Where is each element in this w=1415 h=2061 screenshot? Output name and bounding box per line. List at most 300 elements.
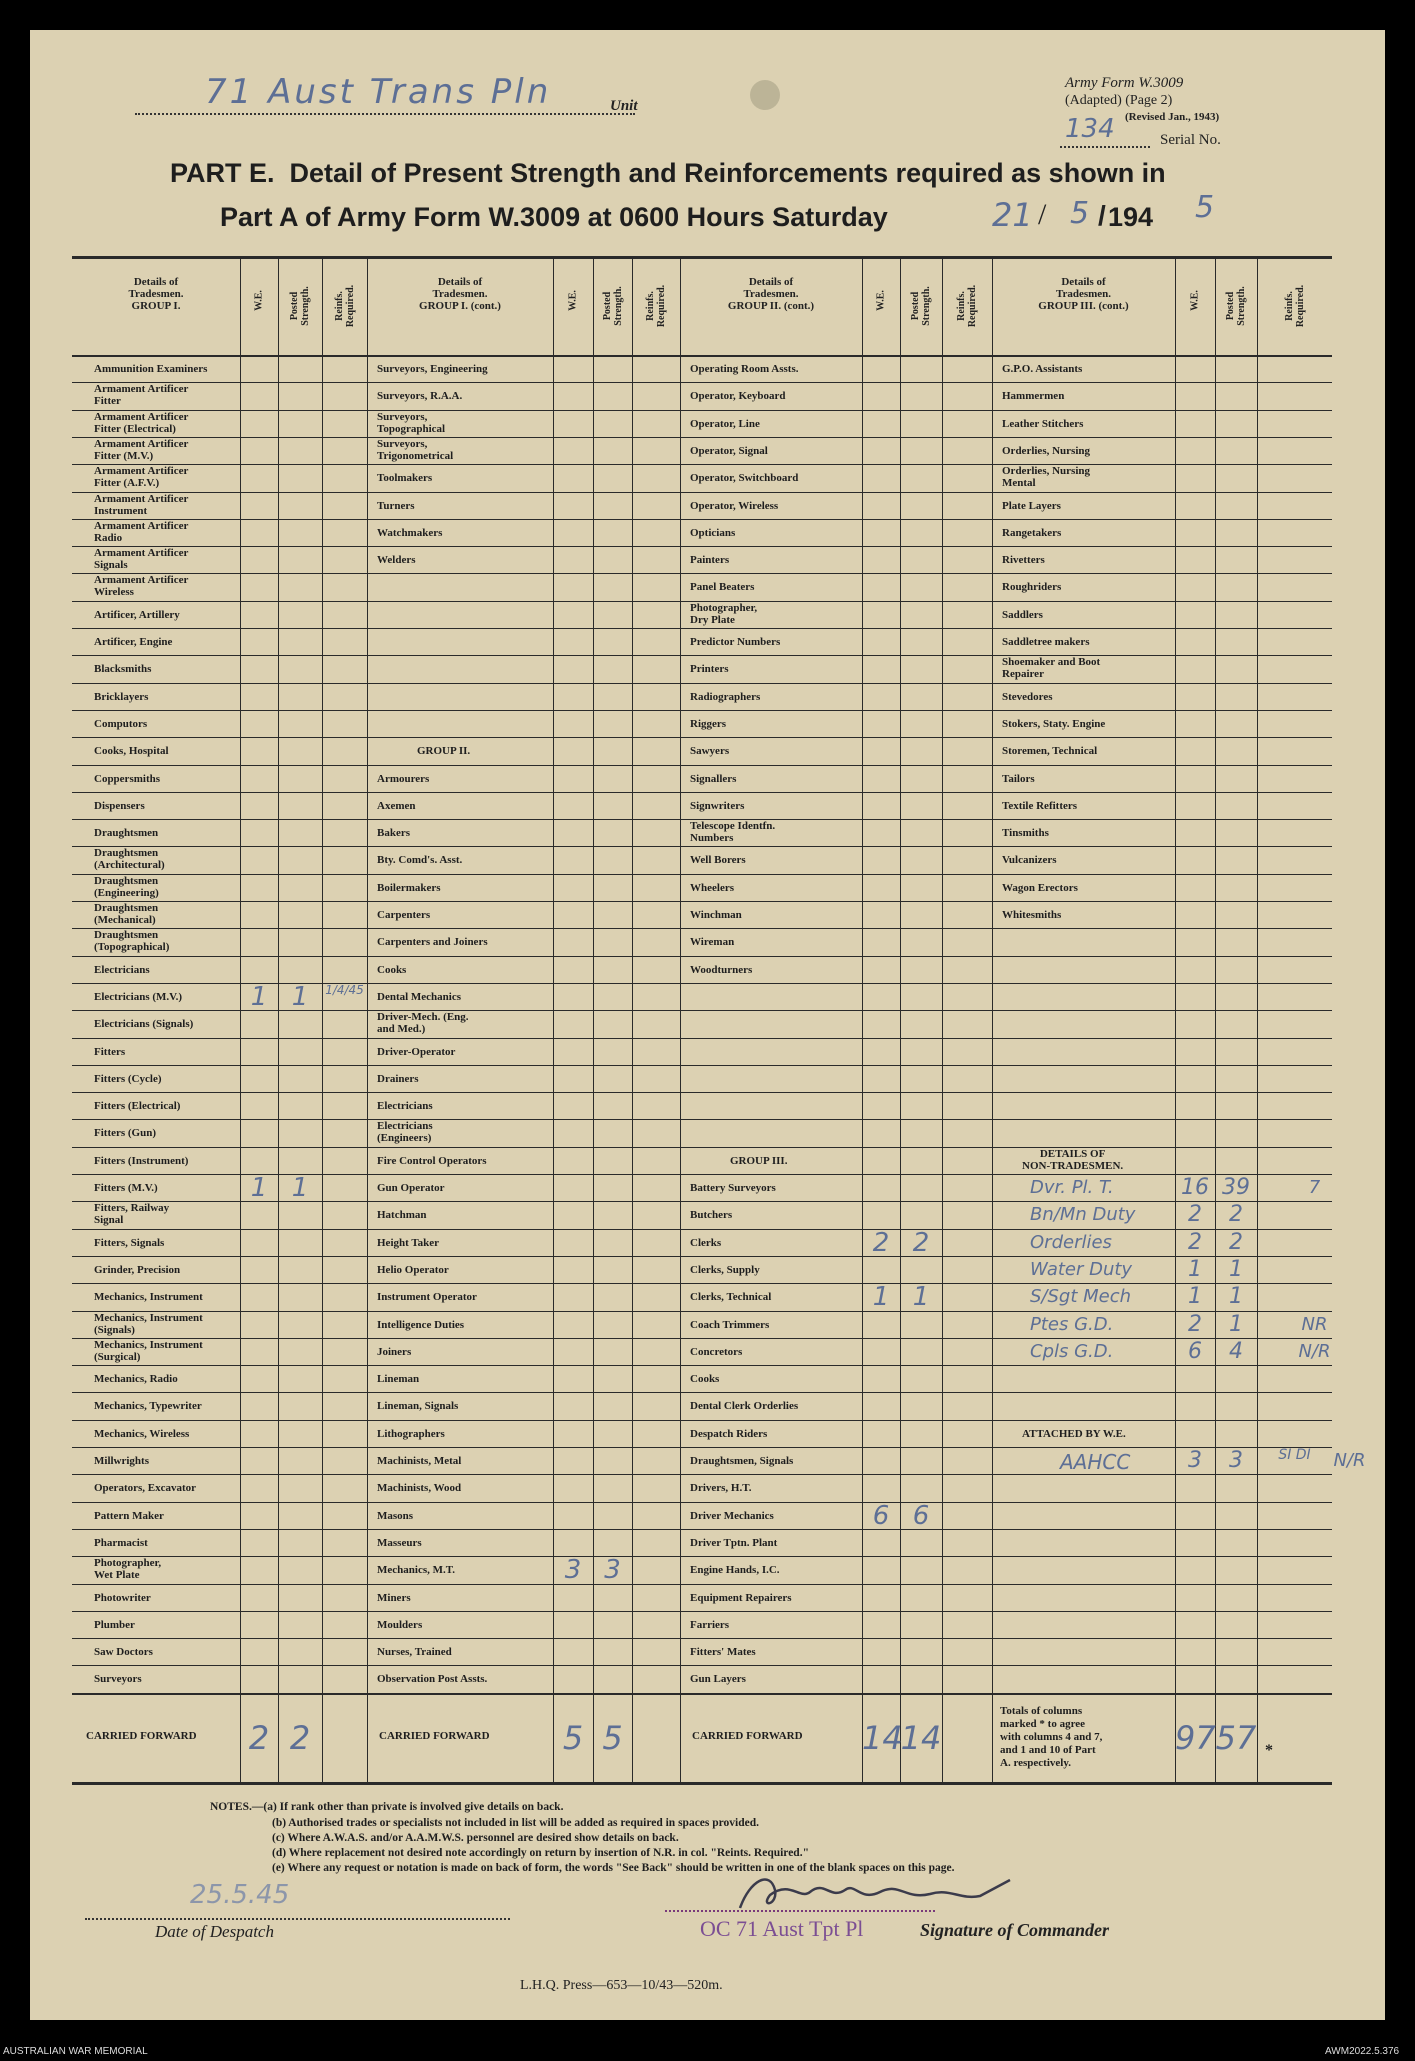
trade-label: Printers — [690, 663, 729, 676]
column-rule — [862, 256, 863, 1782]
trade-label: Stevedores — [1002, 690, 1053, 703]
mech-mt-we: 3 — [564, 1555, 582, 1586]
row-rule — [72, 1584, 1332, 1585]
trade-label: Clerks — [690, 1236, 722, 1249]
trade-label: Stokers, Staty. Engine — [1002, 717, 1106, 730]
trade-label: Hatchman — [377, 1209, 427, 1222]
trade-label: Butchers — [690, 1209, 733, 1222]
row-rule — [72, 1474, 1332, 1475]
trade-label: Signwriters — [690, 799, 745, 812]
row-rule — [72, 492, 1332, 493]
clerks-tech-we: 1 — [872, 1282, 890, 1313]
trade-label: Dispensers — [94, 799, 145, 812]
trade-label: Masseurs — [377, 1536, 422, 1549]
column-rule — [367, 256, 368, 1782]
trade-label: Electricians (Engineers) — [377, 1120, 433, 1145]
trade-label: Hammermen — [1002, 390, 1065, 403]
trade-label: Operator, Wireless — [690, 499, 779, 512]
row-rule — [72, 765, 1332, 766]
trade-label: Surveyors, Engineering — [377, 363, 488, 375]
trade-label: Clerks, Supply — [690, 1263, 760, 1276]
trade-label: Wagon Erectors — [1002, 881, 1078, 894]
trade-label: Draughtsmen (Mechanical) — [94, 902, 159, 926]
trade-label: Mechanics, Typewriter — [94, 1400, 202, 1413]
trade-label: Mechanics, M.T. — [377, 1564, 456, 1577]
row-rule — [72, 683, 1332, 684]
carried-g1-we: 2 — [248, 1719, 270, 1758]
trade-label: Watchmakers — [377, 526, 443, 539]
nontradesman-posted: 2 — [1229, 1202, 1243, 1228]
trade-label: Fitters, Signals — [94, 1236, 165, 1249]
row-rule — [72, 1092, 1332, 1093]
trade-label: ATTACHED BY W.E. — [1022, 1427, 1126, 1440]
trade-label: Height Taker — [377, 1236, 440, 1249]
trade-label: Wireman — [690, 936, 735, 949]
title-line-2: Part A of Army Form W.3009 at 0600 Hours Saturday — [220, 202, 888, 232]
nontradesman-name: S/Sgt Mech — [1030, 1286, 1132, 1308]
trade-label: Artificer, Engine — [94, 636, 173, 648]
row-rule — [72, 1065, 1332, 1066]
trade-label: Orderlies, Nursing — [1002, 444, 1090, 457]
trade-label: Armament Artificer Fitter (Electrical) — [94, 410, 189, 435]
row-rule — [72, 546, 1332, 547]
trade-label: Mechanics, Radio — [94, 1373, 178, 1386]
trade-label: Computors — [94, 717, 148, 730]
trade-label: Equipment Repairers — [690, 1591, 792, 1604]
trade-label: Machinists, Metal — [377, 1455, 462, 1467]
nontradesman-posted: 2 — [1229, 1229, 1243, 1255]
trade-label: Mechanics, Instrument (Surgical) — [94, 1338, 203, 1363]
trade-label: Operator, Switchboard — [690, 472, 799, 485]
column-rule — [278, 256, 279, 1782]
trade-label: Concretors — [690, 1345, 743, 1358]
trade-label: Turners — [377, 499, 415, 512]
trade-label: Gun Layers — [690, 1673, 746, 1686]
trade-label: Roughriders — [1002, 581, 1062, 594]
trade-label: Cooks, Hospital — [94, 745, 169, 758]
attached-we: 3 — [1188, 1448, 1202, 1473]
trade-label: Fitters' Mates — [690, 1646, 756, 1659]
printer-line: L.H.Q. Press—653—10/43—520m. — [520, 1978, 723, 1993]
trade-label: Helio Operator — [377, 1263, 449, 1276]
trade-label: Plumber — [94, 1618, 135, 1631]
date-year-prefix: 194 — [1108, 202, 1154, 232]
attached-extra: N/R — [1333, 1450, 1366, 1471]
trade-label: Driver Mechanics — [690, 1509, 774, 1522]
trade-label: Clerks, Technical — [690, 1291, 772, 1304]
trade-label: Welders — [377, 554, 416, 567]
column-header-group: Details of Tradesmen. GROUP I. — [128, 276, 184, 312]
trade-label: Pharmacist — [94, 1536, 148, 1549]
trade-label: Carpenters — [377, 909, 431, 921]
nontradesman-posted: 39 — [1222, 1175, 1250, 1200]
date-slash-1: / — [1038, 198, 1047, 231]
row-rule — [72, 628, 1332, 629]
trade-label: Miners — [377, 1591, 411, 1604]
trade-label: Surveyors, Topographical — [377, 410, 446, 435]
trade-label: Boilermakers — [377, 881, 441, 894]
row-rule — [72, 928, 1332, 929]
trade-label: Panel Beaters — [690, 581, 755, 594]
note-d: (d) Where replacement not desired note accordingly on return by insertion of N.R. in col. "Reints. Required." — [272, 1847, 809, 1859]
nontradesman-reinfs: NR — [1301, 1313, 1328, 1335]
column-header-reinfs: Reinfs. Required. — [956, 284, 978, 328]
trade-label: Nurses, Trained — [377, 1646, 452, 1659]
nontradesman-posted: 1 — [1229, 1256, 1243, 1282]
unit-handwritten: 71 Aust Trans Pln — [205, 72, 552, 112]
trade-label: Drivers, H.T. — [690, 1482, 752, 1495]
form-sheet — [30, 30, 1385, 2020]
row-rule — [72, 1665, 1332, 1666]
column-header-we: W.E. — [253, 290, 265, 311]
trade-label: Intelligence Duties — [377, 1318, 465, 1331]
trade-label: Rangetakers — [1002, 526, 1062, 539]
trade-label: Drainers — [377, 1072, 419, 1085]
fitters-mv-we: 1 — [250, 1173, 268, 1203]
column-header-group: Details of Tradesmen. GROUP III. (cont.) — [1038, 276, 1129, 312]
column-header-posted: Posted Strength. — [1225, 286, 1247, 326]
commander-stamp: OC 71 Aust Tpt Pl — [700, 1916, 864, 1941]
trade-label: Photowriter — [94, 1591, 151, 1604]
column-rule — [593, 256, 594, 1782]
column-rule — [632, 256, 633, 1782]
column-header-we: W.E. — [1189, 290, 1201, 311]
trade-label: Vulcanizers — [1002, 854, 1057, 867]
trade-label: Draughtsmen (Architectural) — [94, 847, 165, 872]
carried-forward-label: CARRIED FORWARD — [379, 1730, 490, 1743]
header-bottom-rule — [72, 355, 1332, 357]
date-slash-2: / — [1098, 200, 1106, 231]
trade-label: Radiographers — [690, 690, 761, 703]
trade-label: Lineman, Signals — [377, 1400, 459, 1413]
trade-label: Textile Refitters — [1002, 799, 1078, 812]
trade-label: Dental Mechanics — [377, 990, 462, 1003]
trade-label: Masons — [377, 1509, 414, 1522]
trade-label: Armament Artificer Instrument — [94, 492, 189, 517]
column-rule — [1175, 256, 1176, 1782]
fitters-mv-posted: 1 — [291, 1173, 309, 1203]
trade-label: GROUP II. — [417, 745, 471, 758]
trade-label: Orderlies, Nursing Mental — [1002, 465, 1090, 490]
clerks-tech-posted: 1 — [912, 1282, 930, 1313]
trade-label: Fitters (Instrument) — [94, 1154, 189, 1167]
attached-reinfs: SI DI — [1278, 1447, 1311, 1463]
totals-note: Totals of columns marked * to agree with columns 4 and 7, and 1 and 10 of Part A. respectively. — [1000, 1704, 1103, 1769]
trade-label: Operator, Line — [690, 417, 760, 430]
column-rule — [992, 256, 993, 1782]
trade-label: Surveyors, R.A.A. — [377, 390, 463, 403]
trade-label: Operator, Signal — [690, 444, 768, 457]
trade-label: Lithographers — [377, 1427, 445, 1440]
note-e: (e) Where any request or notation is made on back of form, the words "See Back" should be written in one of the blank spaces on this page. — [272, 1862, 955, 1874]
elec-mv-posted: 1 — [291, 981, 309, 1012]
row-rule — [72, 1365, 1332, 1366]
trade-label: Axemen — [377, 799, 416, 812]
trade-label: Well Borers — [690, 854, 746, 867]
row-rule — [72, 410, 1332, 411]
despatch-handwritten: 25.5.45 — [190, 1880, 290, 1910]
nontradesman-we: 1 — [1188, 1284, 1202, 1310]
column-header-posted: Posted Strength. — [289, 286, 311, 326]
title-line-1: PART E. Detail of Present Strength and Reinforcements required as shown in — [170, 158, 1166, 188]
column-header-we: W.E. — [567, 290, 579, 311]
trade-label: GROUP III. — [730, 1154, 788, 1167]
table-bottom-rule — [72, 1782, 1332, 1785]
trade-label: Fitters (Cycle) — [94, 1072, 162, 1085]
row-rule — [72, 1311, 1332, 1312]
column-header-group: Details of Tradesmen. GROUP I. (cont.) — [419, 276, 501, 312]
trade-label: Leather Stitchers — [1002, 417, 1084, 430]
trade-label: Telescope Identfn. Numbers — [690, 820, 776, 845]
archive-credit-right: AWM2022.5.376 — [1325, 2046, 1400, 2057]
trade-label: Electricians — [377, 1100, 433, 1113]
nontradesman-we: 16 — [1181, 1175, 1209, 1200]
row-rule — [72, 1256, 1332, 1257]
column-rule — [240, 256, 241, 1782]
row-rule — [72, 1611, 1332, 1612]
trade-label: Whitesmiths — [1002, 909, 1062, 921]
row-rule — [72, 1229, 1332, 1230]
trade-label: Electricians — [94, 963, 150, 976]
trade-label: Millwrights — [94, 1455, 149, 1467]
despatch-dotted-line — [85, 1918, 510, 1920]
carried-g2-posted: 5 — [602, 1719, 623, 1758]
nontradesman-name: Water Duty — [1030, 1258, 1133, 1280]
signature-dotted-line — [665, 1910, 935, 1912]
total-posted: 57 — [1215, 1719, 1257, 1758]
row-rule — [72, 573, 1332, 574]
serial-label: Serial No. — [1160, 132, 1221, 148]
trade-label: Despatch Riders — [690, 1427, 768, 1440]
column-header-group: Details of Tradesmen. GROUP II. (cont.) — [727, 276, 815, 312]
column-rule — [322, 256, 323, 1782]
trade-label: Saddletree makers — [1002, 636, 1090, 648]
trade-label: Armament Artificer Radio — [94, 519, 189, 544]
clerks-posted: 2 — [912, 1227, 930, 1258]
row-rule — [72, 1529, 1332, 1530]
body-bottom-rule — [72, 1693, 1332, 1695]
row-rule — [72, 874, 1332, 875]
elec-mv-we: 1 — [250, 981, 268, 1012]
trade-label: Signallers — [690, 772, 737, 785]
column-rule — [680, 256, 681, 1782]
row-rule — [72, 956, 1332, 957]
column-header-reinfs: Reinfs. Required. — [333, 284, 356, 328]
trade-label: Saddlers — [1002, 608, 1043, 621]
elec-mv-reinfs: 1/4/45 — [325, 982, 364, 997]
trade-label: Mechanics, Wireless — [94, 1427, 190, 1440]
note-a: NOTES.—(a) If rank other than private is involved give details on back. — [210, 1801, 564, 1813]
column-header-posted: Posted Strength. — [910, 286, 932, 326]
trade-label: Surveyors, Trigonometrical — [377, 437, 454, 462]
column-header-reinfs: Reinfs. Required. — [645, 284, 667, 328]
column-rule — [553, 256, 554, 1782]
trade-label: Shoemaker and Boot Repairer — [1002, 656, 1101, 681]
form-name: Army Form W.3009 — [1065, 75, 1184, 91]
trade-label: Coach Trimmers — [690, 1318, 770, 1331]
row-rule — [72, 437, 1332, 438]
trade-label: Armament Artificer Signals — [94, 547, 189, 572]
trade-label: G.P.O. Assistants — [1002, 363, 1083, 375]
row-rule — [72, 519, 1332, 520]
trade-label: Photographer, Dry Plate — [690, 601, 758, 626]
note-c: (c) Where A.W.A.S. and/or A.A.M.W.S. personnel are desired show details on back. — [272, 1832, 679, 1844]
date-day: 21 — [992, 196, 1033, 234]
column-rule — [900, 256, 901, 1782]
trade-label: Ammunition Examiners — [94, 363, 208, 375]
attached-name: AAHCC — [1060, 1450, 1131, 1474]
nontradesman-we: 6 — [1188, 1338, 1202, 1364]
trade-label: Opticians — [690, 526, 736, 539]
row-rule — [72, 901, 1332, 902]
nontradesman-name: Ptes G.D. — [1030, 1313, 1114, 1335]
trade-label: Grinder, Precision — [94, 1263, 181, 1276]
trade-label: Photographer, Wet Plate — [94, 1557, 162, 1582]
row-rule — [72, 382, 1332, 383]
row-rule — [72, 1638, 1332, 1639]
carried-g1-posted: 2 — [289, 1719, 311, 1758]
nontradesman-name: Dvr. Pl. T. — [1030, 1177, 1114, 1198]
strength-table — [30, 30, 1385, 2020]
trade-label: Carpenters and Joiners — [377, 936, 488, 949]
trade-label: Winchman — [690, 909, 742, 921]
trade-label: Fitters, Railway Signal — [94, 1202, 170, 1227]
trade-label: Bricklayers — [94, 690, 149, 703]
nontradesman-reinfs: N/R — [1298, 1340, 1331, 1362]
row-rule — [72, 1038, 1332, 1039]
nontradesman-posted: 1 — [1229, 1284, 1243, 1310]
total-we: 97 — [1175, 1719, 1216, 1758]
trade-label: Predictor Numbers — [690, 636, 781, 648]
trade-label: Wheelers — [690, 881, 734, 894]
trade-label: Coppersmiths — [94, 772, 161, 785]
row-rule — [72, 1420, 1332, 1421]
trade-label: Moulders — [377, 1618, 423, 1631]
form-adapted: (Adapted) (Page 2) — [1065, 93, 1173, 108]
trade-label: Cooks — [690, 1373, 720, 1386]
trade-label: Woodturners — [690, 963, 753, 976]
carried-forward-label: CARRIED FORWARD — [86, 1730, 197, 1743]
row-rule — [72, 1147, 1332, 1148]
trade-label: Draughtsmen, Signals — [690, 1455, 794, 1467]
nontradesman-name: Bn/Mn Duty — [1030, 1204, 1136, 1226]
trade-label: Rivetters — [1002, 554, 1045, 567]
despatch-label: Date of Despatch — [155, 1922, 274, 1941]
driver-mech-posted: 6 — [912, 1500, 930, 1531]
row-rule — [72, 1392, 1332, 1393]
trade-label: Mechanics, Instrument — [94, 1291, 203, 1304]
trade-label: Draughtsmen (Topographical) — [94, 929, 170, 954]
row-rule — [72, 1119, 1332, 1120]
signature-scribble — [730, 1870, 1050, 1914]
nontradesman-posted: 4 — [1229, 1338, 1243, 1364]
row-rule — [72, 792, 1332, 793]
attached-posted: 3 — [1229, 1448, 1243, 1473]
trade-label: Pattern Maker — [94, 1509, 164, 1522]
mech-mt-posted: 3 — [604, 1555, 621, 1586]
trade-label: Lineman — [377, 1373, 420, 1386]
row-rule — [72, 1283, 1332, 1284]
note-b: (b) Authorised trades or specialists not included in list will be added as required in spaces provided. — [272, 1817, 760, 1829]
trade-label: Fitters (Electrical) — [94, 1100, 181, 1113]
trade-label: DETAILS OF NON-TRADESMEN. — [1022, 1147, 1124, 1172]
trade-label: Armourers — [377, 772, 430, 785]
nontradesman-we: 1 — [1188, 1256, 1202, 1282]
trade-label: Gun Operator — [377, 1182, 445, 1194]
signature-label: Signature of Commander — [920, 1920, 1110, 1940]
row-rule — [72, 1556, 1332, 1557]
column-header-posted: Posted Strength. — [601, 286, 624, 326]
trade-label: Machinists, Wood — [377, 1482, 462, 1495]
trade-label: Tailors — [1002, 772, 1035, 785]
trade-label: Surveyors — [94, 1673, 142, 1686]
totals-star: * — [1265, 1742, 1273, 1760]
trade-label: Joiners — [377, 1345, 412, 1358]
carried-g2-we: 5 — [562, 1719, 584, 1758]
trade-label: Dental Clerk Orderlies — [690, 1400, 799, 1413]
trade-label: Armament Artificer Fitter — [94, 383, 189, 408]
trade-label: Artificer, Artillery — [94, 608, 180, 621]
unit-label: Unit — [610, 98, 638, 114]
trade-label: Fitters — [94, 1045, 126, 1058]
trade-label: Plate Layers — [1002, 499, 1061, 512]
column-rule — [1215, 256, 1216, 1782]
trade-label: Mechanics, Instrument (Signals) — [94, 1311, 203, 1336]
trade-label: Saw Doctors — [94, 1646, 153, 1659]
nontradesman-we: 2 — [1188, 1229, 1202, 1255]
trade-label: Engine Hands, I.C. — [690, 1564, 780, 1577]
trade-label: Sawyers — [690, 745, 730, 758]
driver-mech-we: 6 — [872, 1500, 890, 1531]
nontradesman-name: Cpls G.D. — [1030, 1340, 1114, 1362]
trade-label: Armament Artificer Fitter (M.V.) — [94, 437, 189, 462]
trade-label: Armament Artificer Fitter (A.F.V.) — [94, 465, 189, 490]
trade-label: Fitters (Gun) — [94, 1127, 157, 1140]
date-year-suffix: 5 — [1195, 190, 1215, 225]
row-rule — [72, 737, 1332, 738]
trade-label: Storemen, Technical — [1002, 745, 1098, 758]
trade-label: Electricians (Signals) — [94, 1018, 194, 1031]
row-rule — [72, 710, 1332, 711]
column-rule — [1257, 256, 1258, 1782]
nontradesman-name: Orderlies — [1030, 1231, 1112, 1253]
trade-label: Farriers — [690, 1618, 730, 1631]
trade-label: Tinsmiths — [1002, 827, 1049, 840]
serial-handwritten: 134 — [1065, 114, 1115, 144]
clerks-we: 2 — [872, 1227, 890, 1258]
row-rule — [72, 1502, 1332, 1503]
trade-label: Operating Room Assts. — [690, 363, 799, 375]
form-revised: (Revised Jan., 1943) — [1125, 111, 1220, 123]
trade-label: Fitters (M.V.) — [94, 1182, 158, 1194]
trade-label: Operator, Keyboard — [690, 390, 786, 403]
row-rule — [72, 1447, 1332, 1448]
trade-label: Toolmakers — [377, 472, 433, 485]
trade-label: Draughtsmen (Engineering) — [94, 874, 159, 899]
trade-label: Driver-Operator — [377, 1045, 456, 1058]
trade-label: Operators, Excavator — [94, 1482, 197, 1495]
carried-g3-we: 14 — [862, 1719, 903, 1758]
trade-label: Fire Control Operators — [377, 1154, 487, 1167]
trade-label: Driver Tptn. Plant — [690, 1536, 778, 1549]
trade-label: Bty. Comd's. Asst. — [377, 854, 463, 867]
nontradesman-we: 2 — [1188, 1202, 1202, 1228]
trade-label: Bakers — [377, 827, 410, 840]
row-rule — [72, 655, 1332, 656]
trade-label: Riggers — [690, 717, 727, 730]
trade-label: Electricians (M.V.) — [94, 990, 183, 1003]
trade-label: Armament Artificer Wireless — [94, 574, 189, 599]
